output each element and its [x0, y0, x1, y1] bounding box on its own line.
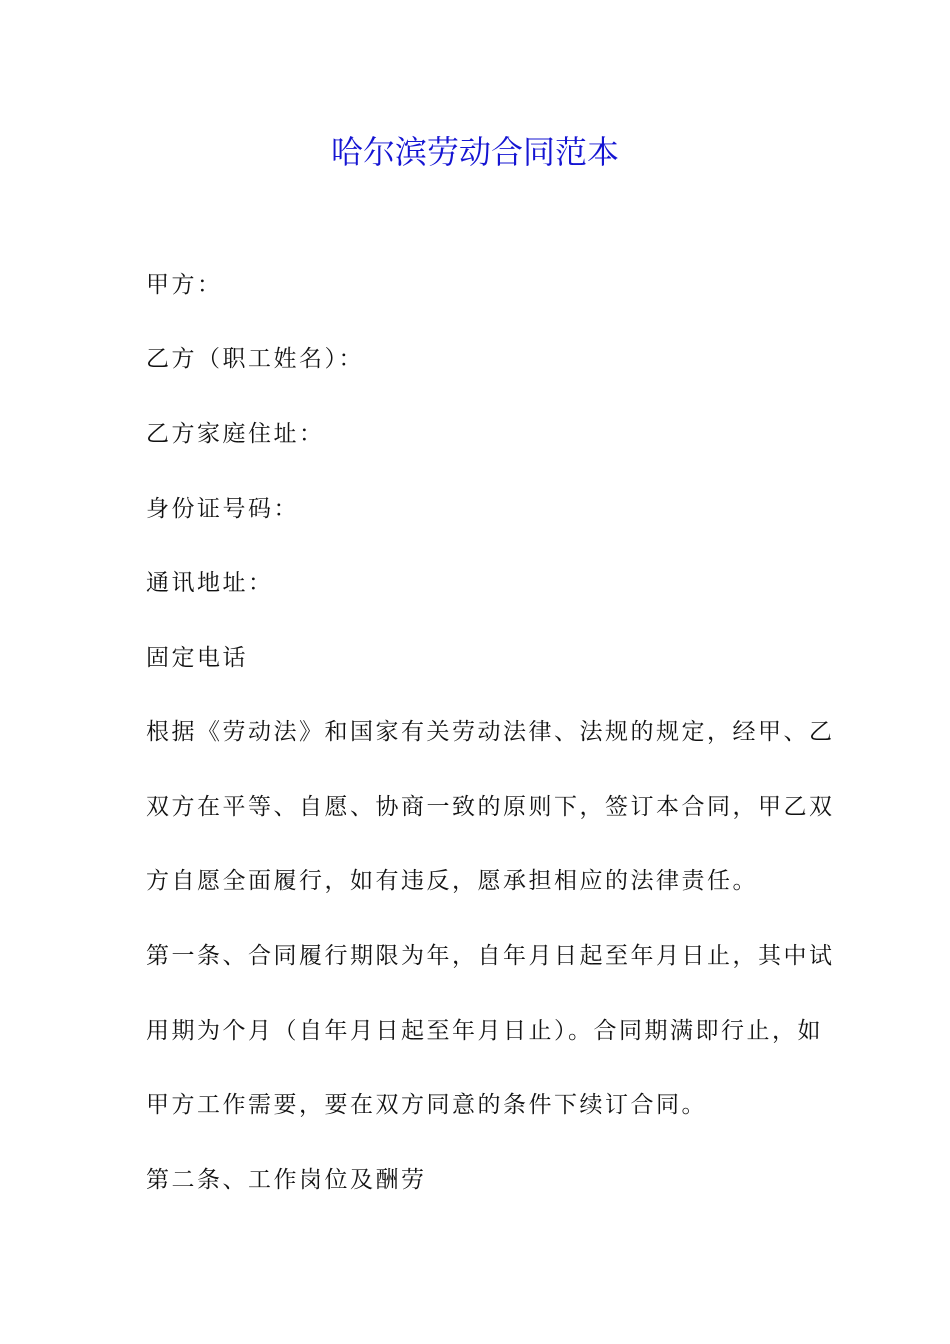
- preamble-line: 根据《劳动法》和国家有关劳动法律、法规的规定，经甲、乙: [146, 719, 835, 745]
- article-one-line: 用期为个月（自年月日起至年月日止）。合同期满即行止，如: [146, 1018, 823, 1044]
- id-number-label: 身份证号码：: [146, 496, 299, 522]
- article-one-line: 甲方工作需要，要在双方同意的条件下续订合同。: [146, 1092, 707, 1118]
- party-a-label: 甲方：: [146, 272, 223, 298]
- article-one-line: 第一条、合同履行期限为年，自年月日起至年月日止，其中试: [146, 943, 835, 969]
- preamble-line: 双方在平等、自愿、协商一致的原则下，签订本合同，甲乙双: [146, 794, 835, 820]
- document-title: 哈尔滨劳动合同范本: [330, 133, 619, 171]
- article-two-heading: 第二条、工作岗位及酬劳: [146, 1167, 427, 1193]
- party-b-address-label: 乙方家庭住址：: [146, 421, 325, 447]
- preamble-line: 方自愿全面履行，如有违反，愿承担相应的法律责任。: [146, 868, 758, 894]
- mailing-address-label: 通讯地址：: [146, 570, 274, 596]
- party-b-label: 乙方（职工姓名）：: [146, 346, 364, 372]
- phone-label: 固定电话: [146, 645, 248, 671]
